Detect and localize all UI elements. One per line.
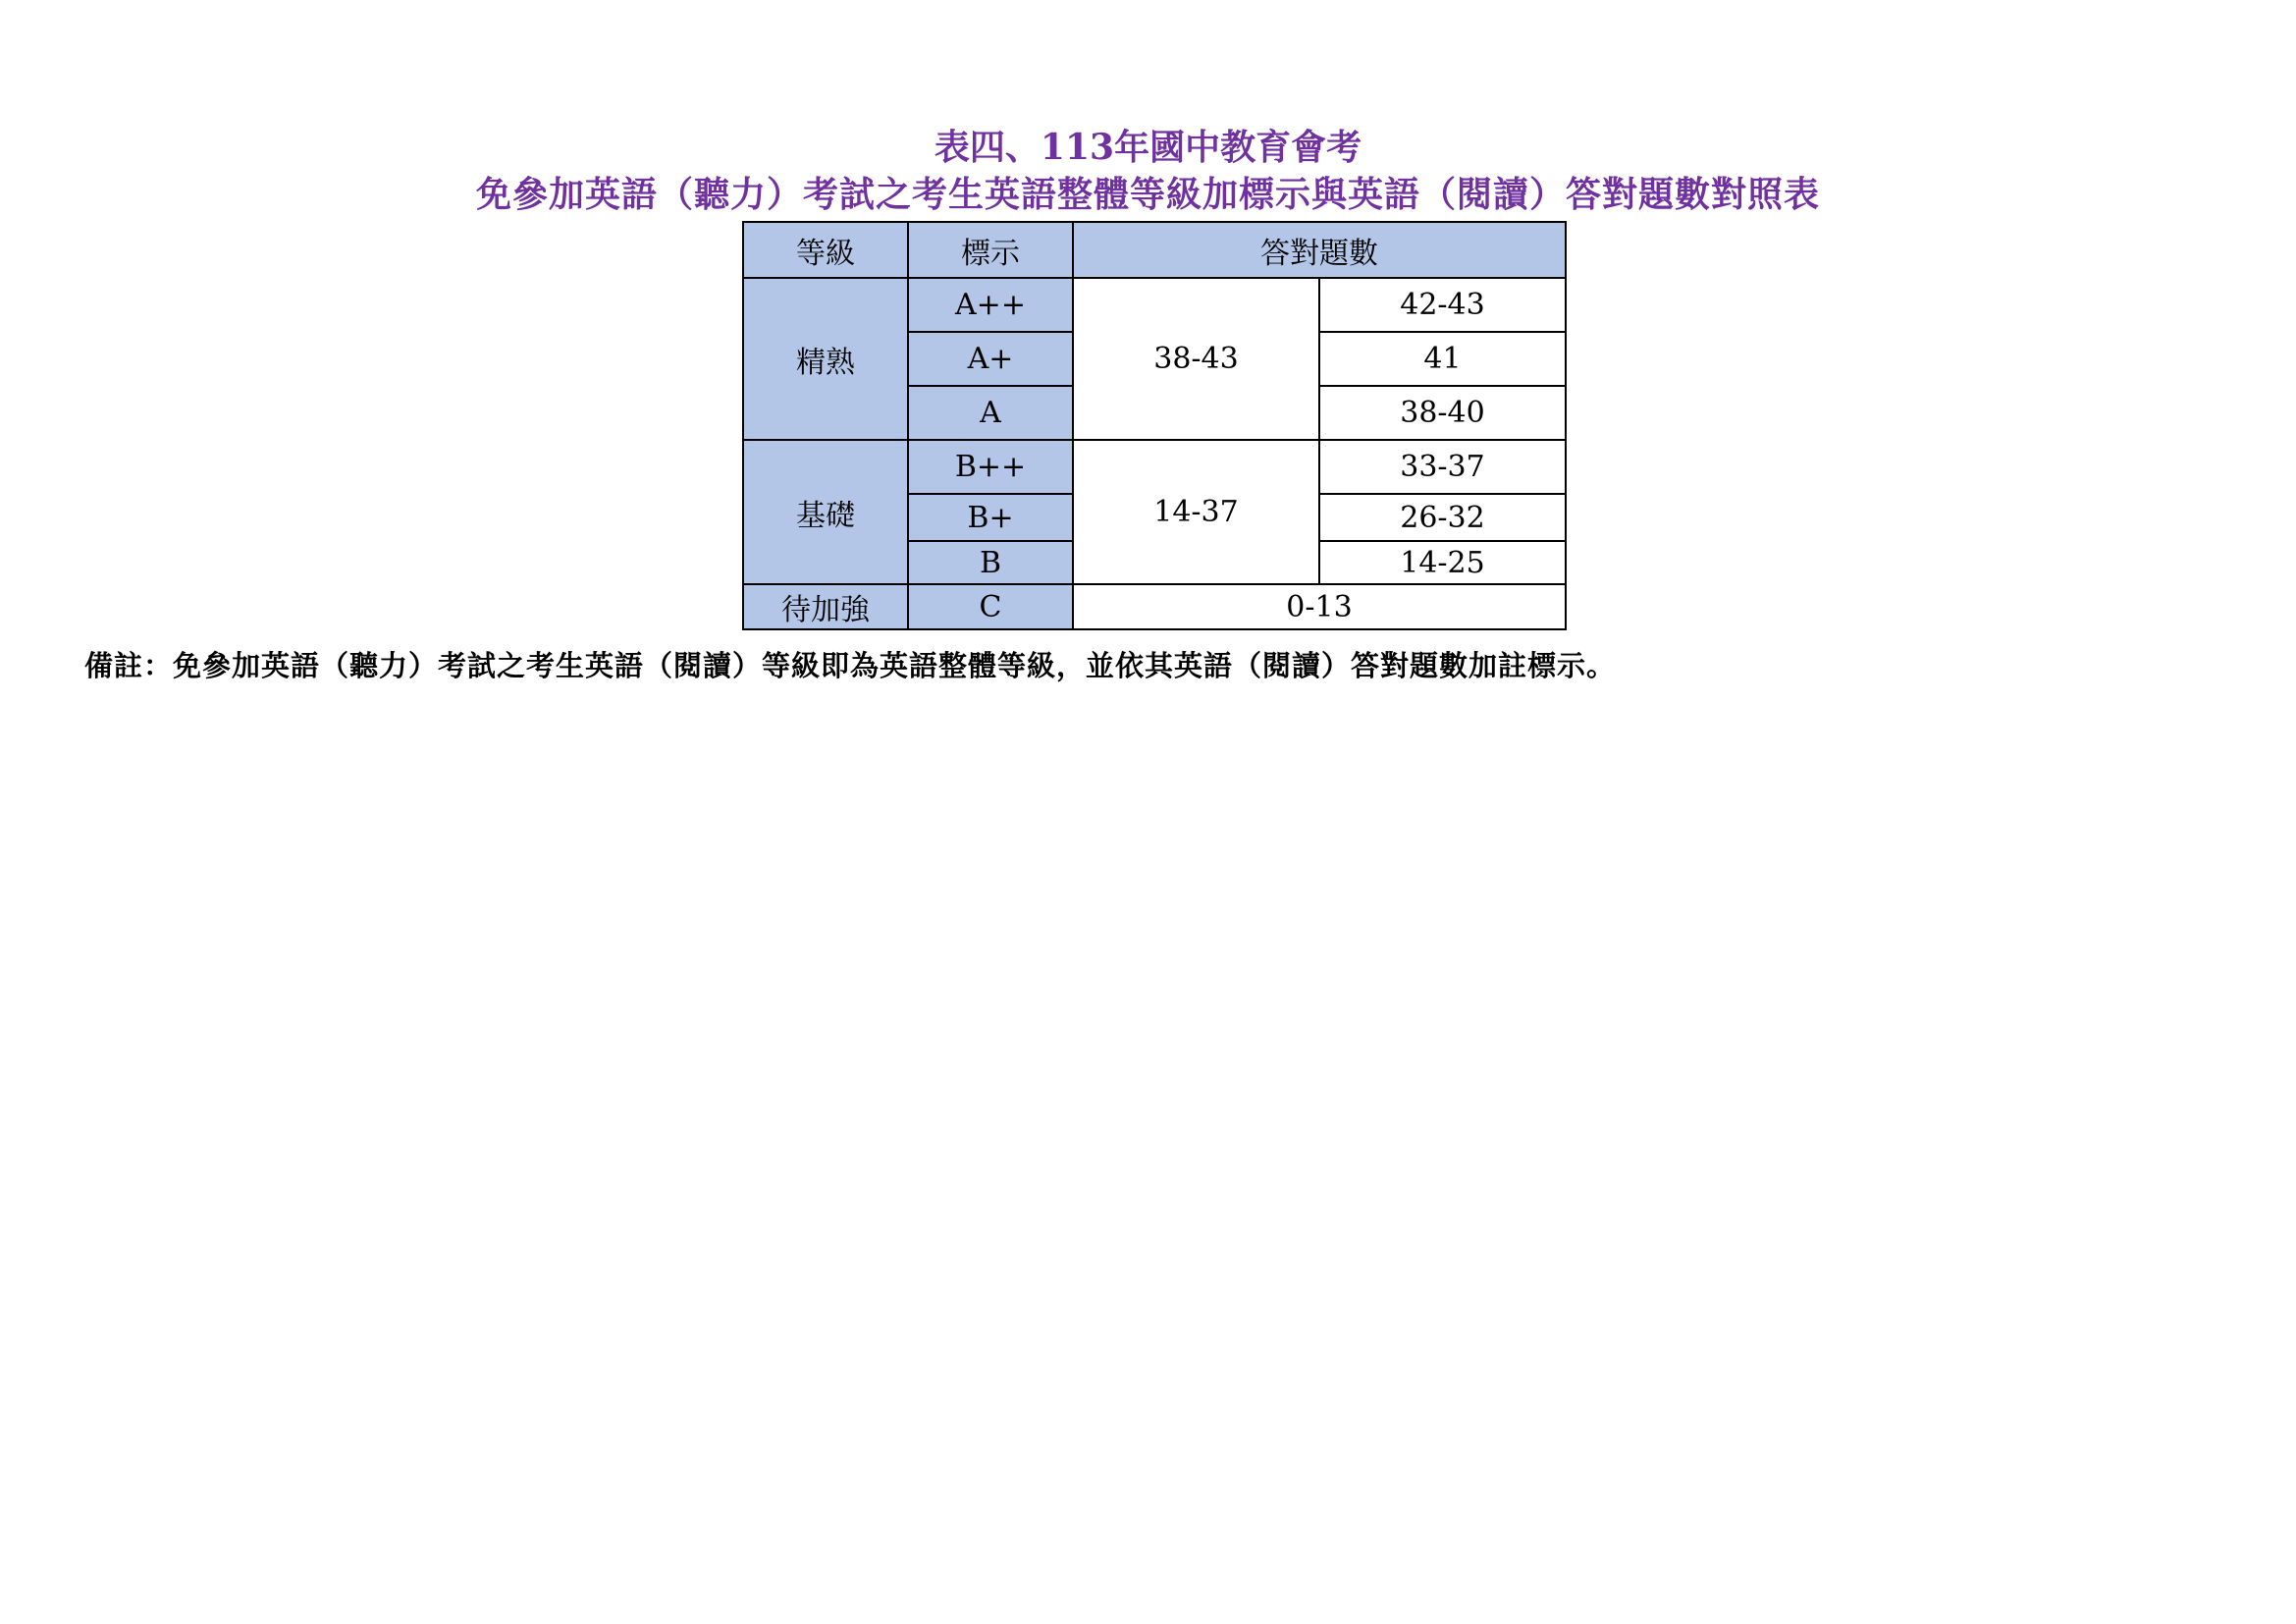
table-row [743, 440, 1566, 494]
mark-cell: B [908, 541, 1073, 584]
mark-cell: A++ [908, 278, 1073, 332]
table-subtitle: 免參加英語（聽力）考試之考生英語整體等級加標示與英語（閱讀）答對題數對照表 [475, 174, 1820, 215]
table-title: 表四、113年國中教育會考 [934, 127, 1362, 168]
level-cell-basic: 基礎 [743, 440, 908, 584]
count-cell: 41 [1319, 332, 1566, 386]
footnote: 備註：免參加英語（聽力）考試之考生英語（閱讀）等級即為英語整體等級，並依其英語（閱讀）答對題數加註標示。 [84, 649, 1617, 682]
table-row [743, 278, 1566, 332]
mark-cell: C [908, 584, 1073, 629]
level-cell-proficient: 精熟 [743, 278, 908, 440]
table-row [743, 584, 1566, 629]
mark-cell: A [908, 386, 1073, 440]
header-mark: 標示 [908, 222, 1073, 278]
score-lookup-table [742, 221, 1567, 630]
count-cell: 33-37 [1319, 440, 1566, 494]
header-level: 等級 [743, 222, 908, 278]
range-cell-basic: 14-37 [1073, 440, 1319, 584]
count-cell: 38-40 [1319, 386, 1566, 440]
mark-cell: B+ [908, 494, 1073, 541]
header-correct-count: 答對題數 [1073, 222, 1566, 278]
count-cell: 42-43 [1319, 278, 1566, 332]
count-cell: 14-25 [1319, 541, 1566, 584]
range-cell-proficient: 38-43 [1073, 278, 1319, 440]
count-cell: 26-32 [1319, 494, 1566, 541]
mark-cell: A+ [908, 332, 1073, 386]
range-cell-needs-improvement: 0-13 [1073, 584, 1566, 629]
table-header-row [743, 222, 1566, 278]
mark-cell: B++ [908, 440, 1073, 494]
level-cell-needs-improvement: 待加強 [743, 584, 908, 629]
